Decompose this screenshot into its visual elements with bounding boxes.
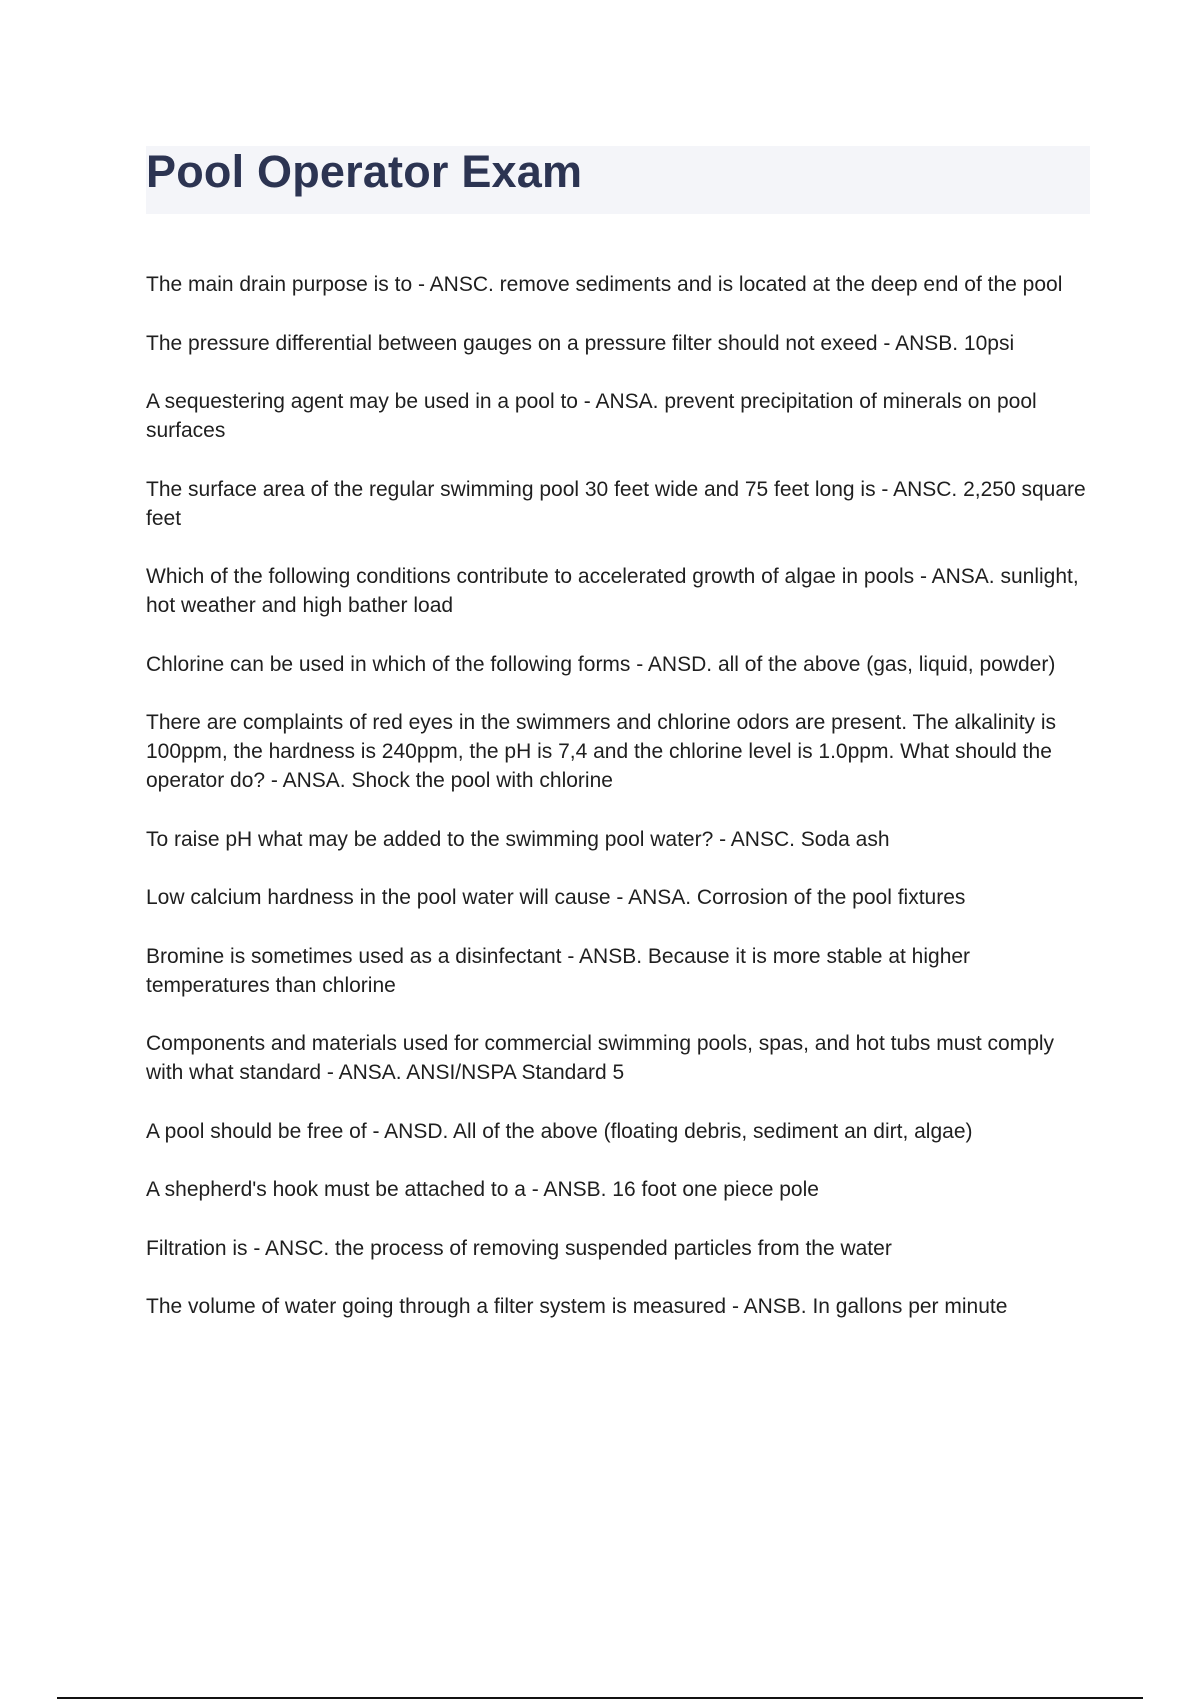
qa-item: Low calcium hardness in the pool water will cause - ANSA. Corrosion of the pool fixtures [146,886,966,909]
qa-item: There are complaints of red eyes in the swimmers and chlorine odors are present. The alkalinity is 100ppm, the hardness is 240ppm, the pH is 7,4 and the chlorine level is 1.0ppm. What should the operator do? - ANSA. Shock the pool with chlorine [146,711,1057,792]
page-title: Pool Operator Exam [146,146,583,197]
footer-divider [57,1697,1143,1699]
qa-item: The main drain purpose is to - ANSC. remove sediments and is located at the deep end of the pool [146,273,1063,296]
question-answer-list [146,270,1096,1351]
qa-item: A shepherd's hook must be attached to a - ANSB. 16 foot one piece pole [146,1178,819,1201]
qa-item: Filtration is - ANSC. the process of removing suspended particles from the water [146,1236,892,1260]
title-band [146,146,1090,214]
qa-item: Bromine is sometimes used as a disinfectant - ANSB. Because it is more stable at higher temperatures than chlorine [146,944,971,997]
qa-item: A pool should be free of - ANSD. All of the above (floating debris, sediment an dirt, algae) [146,1119,973,1143]
qa-item: The volume of water going through a filter system is measured - ANSB. In gallons per minute [146,1295,1008,1318]
qa-item: Chlorine can be used in which of the following forms - ANSD. all of the above (gas, liquid, powder) [146,652,1056,676]
qa-item: Which of the following conditions contribute to accelerated growth of algae in pools - ANSA. sunlight, hot weather and high bather load [146,565,1079,617]
qa-item: A sequestering agent may be used in a pool to - ANSA. prevent precipitation of minerals on pool surfaces [146,390,1037,442]
qa-item: The pressure differential between gauges on a pressure filter should not exeed - ANSB. 10psi [146,331,1015,355]
qa-item: The surface area of the regular swimming pool 30 feet wide and 75 feet long is - ANSC. 2,250 square feet [146,477,1086,530]
qa-item: To raise pH what may be added to the swimming pool water? - ANSC. Soda ash [146,827,890,851]
qa-item: Components and materials used for commercial swimming pools, spas, and hot tubs must comply with what standard - ANSA. ANSI/NSPA Standard 5 [146,1032,1055,1084]
